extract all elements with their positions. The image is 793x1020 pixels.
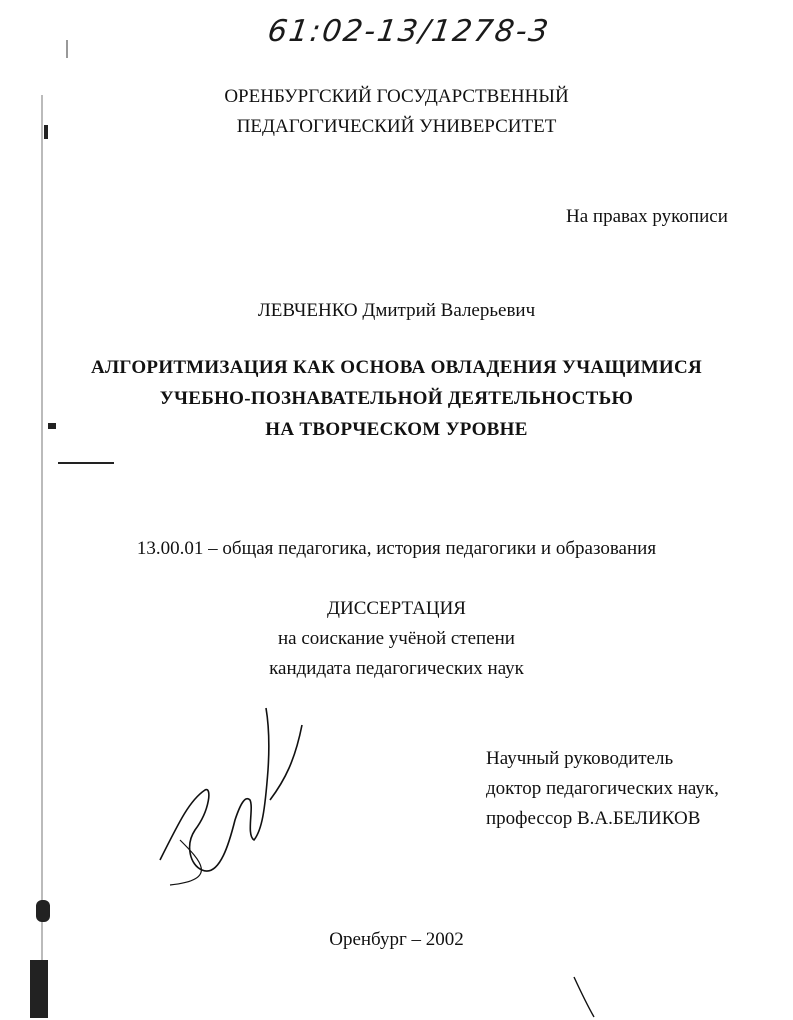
scan-mark: [58, 462, 114, 464]
specialty-code: 13.00.01 – общая педагогика, история педагогики и образования: [136, 538, 657, 559]
supervisor-degree: доктор педагогических наук,: [486, 778, 719, 799]
pen-stroke: [572, 975, 602, 1020]
work-type-degree: на соискание учёной степени: [278, 628, 515, 649]
author-name: ЛЕВЧЕНКО Дмитрий Валерьевич: [257, 300, 536, 321]
archive-code: 61:02-13/1278-3: [265, 14, 553, 49]
supervisor-name: профессор В.А.БЕЛИКОВ: [486, 808, 701, 829]
dissertation-title-line-3: НА ТВОРЧЕСКОМ УРОВНЕ: [265, 419, 528, 440]
dissertation-title-line-2: УЧЕБНО-ПОЗНАВАТЕЛЬНОЙ ДЕЯТЕЛЬНОСТЬЮ: [159, 388, 634, 409]
university-line-2: ПЕДАГОГИЧЕСКИЙ УНИВЕРСИТЕТ: [236, 116, 557, 137]
scan-mark: [66, 40, 68, 58]
supervisor-label: Научный руководитель: [486, 748, 674, 769]
work-type-heading: ДИССЕРТАЦИЯ: [327, 598, 466, 619]
work-type-field: кандидата педагогических наук: [269, 658, 524, 679]
dissertation-title-line-1: АЛГОРИТМИЗАЦИЯ КАК ОСНОВА ОВЛАДЕНИЯ УЧАЩИМИСЯ: [90, 357, 703, 378]
scan-mark: [30, 960, 48, 1018]
handwritten-signature: [150, 700, 310, 900]
place-year: Оренбург – 2002: [329, 929, 464, 950]
university-line-1: ОРЕНБУРГСКИЙ ГОСУДАРСТВЕННЫЙ: [224, 86, 569, 107]
rights-note: На правах рукописи: [566, 206, 728, 227]
scan-mark: [36, 900, 50, 922]
